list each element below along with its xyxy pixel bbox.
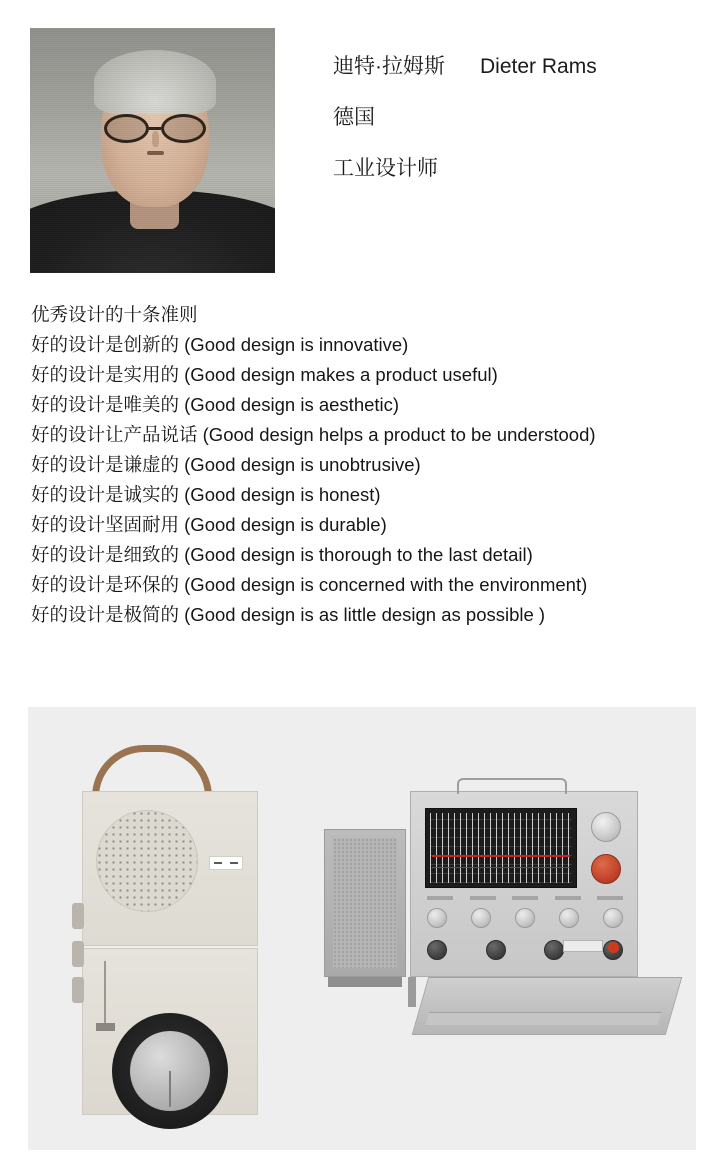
control-label (512, 896, 538, 900)
profile-occupation: 工业设计师 (333, 157, 438, 181)
principle-item: 好的设计是唯美的 (Good design is aesthetic) (31, 394, 400, 415)
principle-item: 好的设计是诚实的 (Good design is honest) (31, 484, 381, 505)
tuning-dial (112, 1013, 228, 1129)
principle-item: 好的设计是创新的 (Good design is innovative) (31, 334, 409, 355)
console-speaker-cabinet (324, 829, 406, 977)
profile-name: 迪特·拉姆斯 Dieter Rams (333, 55, 597, 78)
frequency-scale (430, 813, 572, 883)
tuner-red-indicator (432, 855, 570, 857)
studio-console-product-photo (324, 791, 674, 1091)
tuner-red-indicator-secondary (432, 867, 570, 868)
radio-leather-handle (92, 745, 212, 797)
control-label (555, 896, 581, 900)
deck-front-lip (426, 1012, 662, 1025)
side-control-knob (72, 941, 84, 967)
portable-radio-product-photo (66, 745, 291, 1115)
control-knob-dark (427, 940, 447, 960)
control-knob (427, 908, 447, 928)
brand-logo (209, 856, 243, 870)
tuner-display (425, 808, 577, 888)
principle-item: 好的设计是实用的 (Good design makes a product useful) (31, 364, 498, 385)
control-knob (471, 908, 491, 928)
control-knob (559, 908, 579, 928)
speaker-grille (96, 810, 198, 912)
principle-item: 好的设计是极简的 (Good design is as little design as possible ) (31, 604, 546, 625)
profile-text-block (333, 28, 597, 180)
logo-bar (214, 862, 222, 864)
side-control-knob (72, 903, 84, 929)
profile-country: 德国 (333, 106, 375, 130)
console-front-panel (410, 791, 638, 977)
profile-header (30, 28, 690, 273)
principles-list (31, 300, 711, 630)
control-knob-dark (544, 940, 564, 960)
main-tuning-knob (591, 812, 621, 842)
control-label (427, 896, 453, 900)
tuning-dial-center (130, 1031, 210, 1111)
control-knob (515, 908, 535, 928)
product-gallery (28, 707, 696, 1150)
control-label (597, 896, 623, 900)
logo-bar (230, 862, 238, 864)
tuning-slider-thumb (96, 1023, 115, 1031)
turntable-deck (412, 977, 683, 1035)
tuning-slider-track (104, 961, 106, 1029)
console-carry-handle (457, 778, 567, 794)
principles-title: 优秀设计的十条准则 (31, 304, 198, 325)
control-label (470, 896, 496, 900)
side-control-knob (72, 977, 84, 1003)
speaker-base (328, 977, 402, 987)
record-button (608, 942, 619, 953)
principle-item: 好的设计是谦虚的 (Good design is unobtrusive) (31, 454, 421, 475)
speaker-mesh (333, 838, 397, 968)
photo-grain-overlay (30, 28, 275, 273)
principle-item: 好的设计是细致的 (Good design is thorough to the last detail) (31, 544, 533, 565)
control-knob (603, 908, 623, 928)
control-knob-row-upper (427, 908, 623, 928)
cassette-slot (563, 940, 603, 952)
control-label-strip (427, 896, 623, 904)
radio-upper-body (82, 791, 258, 946)
dial-indicator (169, 1071, 171, 1107)
volume-knob-red (591, 854, 621, 884)
portrait-photo (30, 28, 275, 273)
control-knob-dark (486, 940, 506, 960)
principle-item: 好的设计让产品说话 (Good design helps a product to be understood) (31, 424, 596, 445)
principle-item: 好的设计是环保的 (Good design is concerned with the environment) (31, 574, 588, 595)
principle-item: 好的设计坚固耐用 (Good design is durable) (31, 514, 387, 535)
deck-support-leg (408, 977, 416, 1007)
